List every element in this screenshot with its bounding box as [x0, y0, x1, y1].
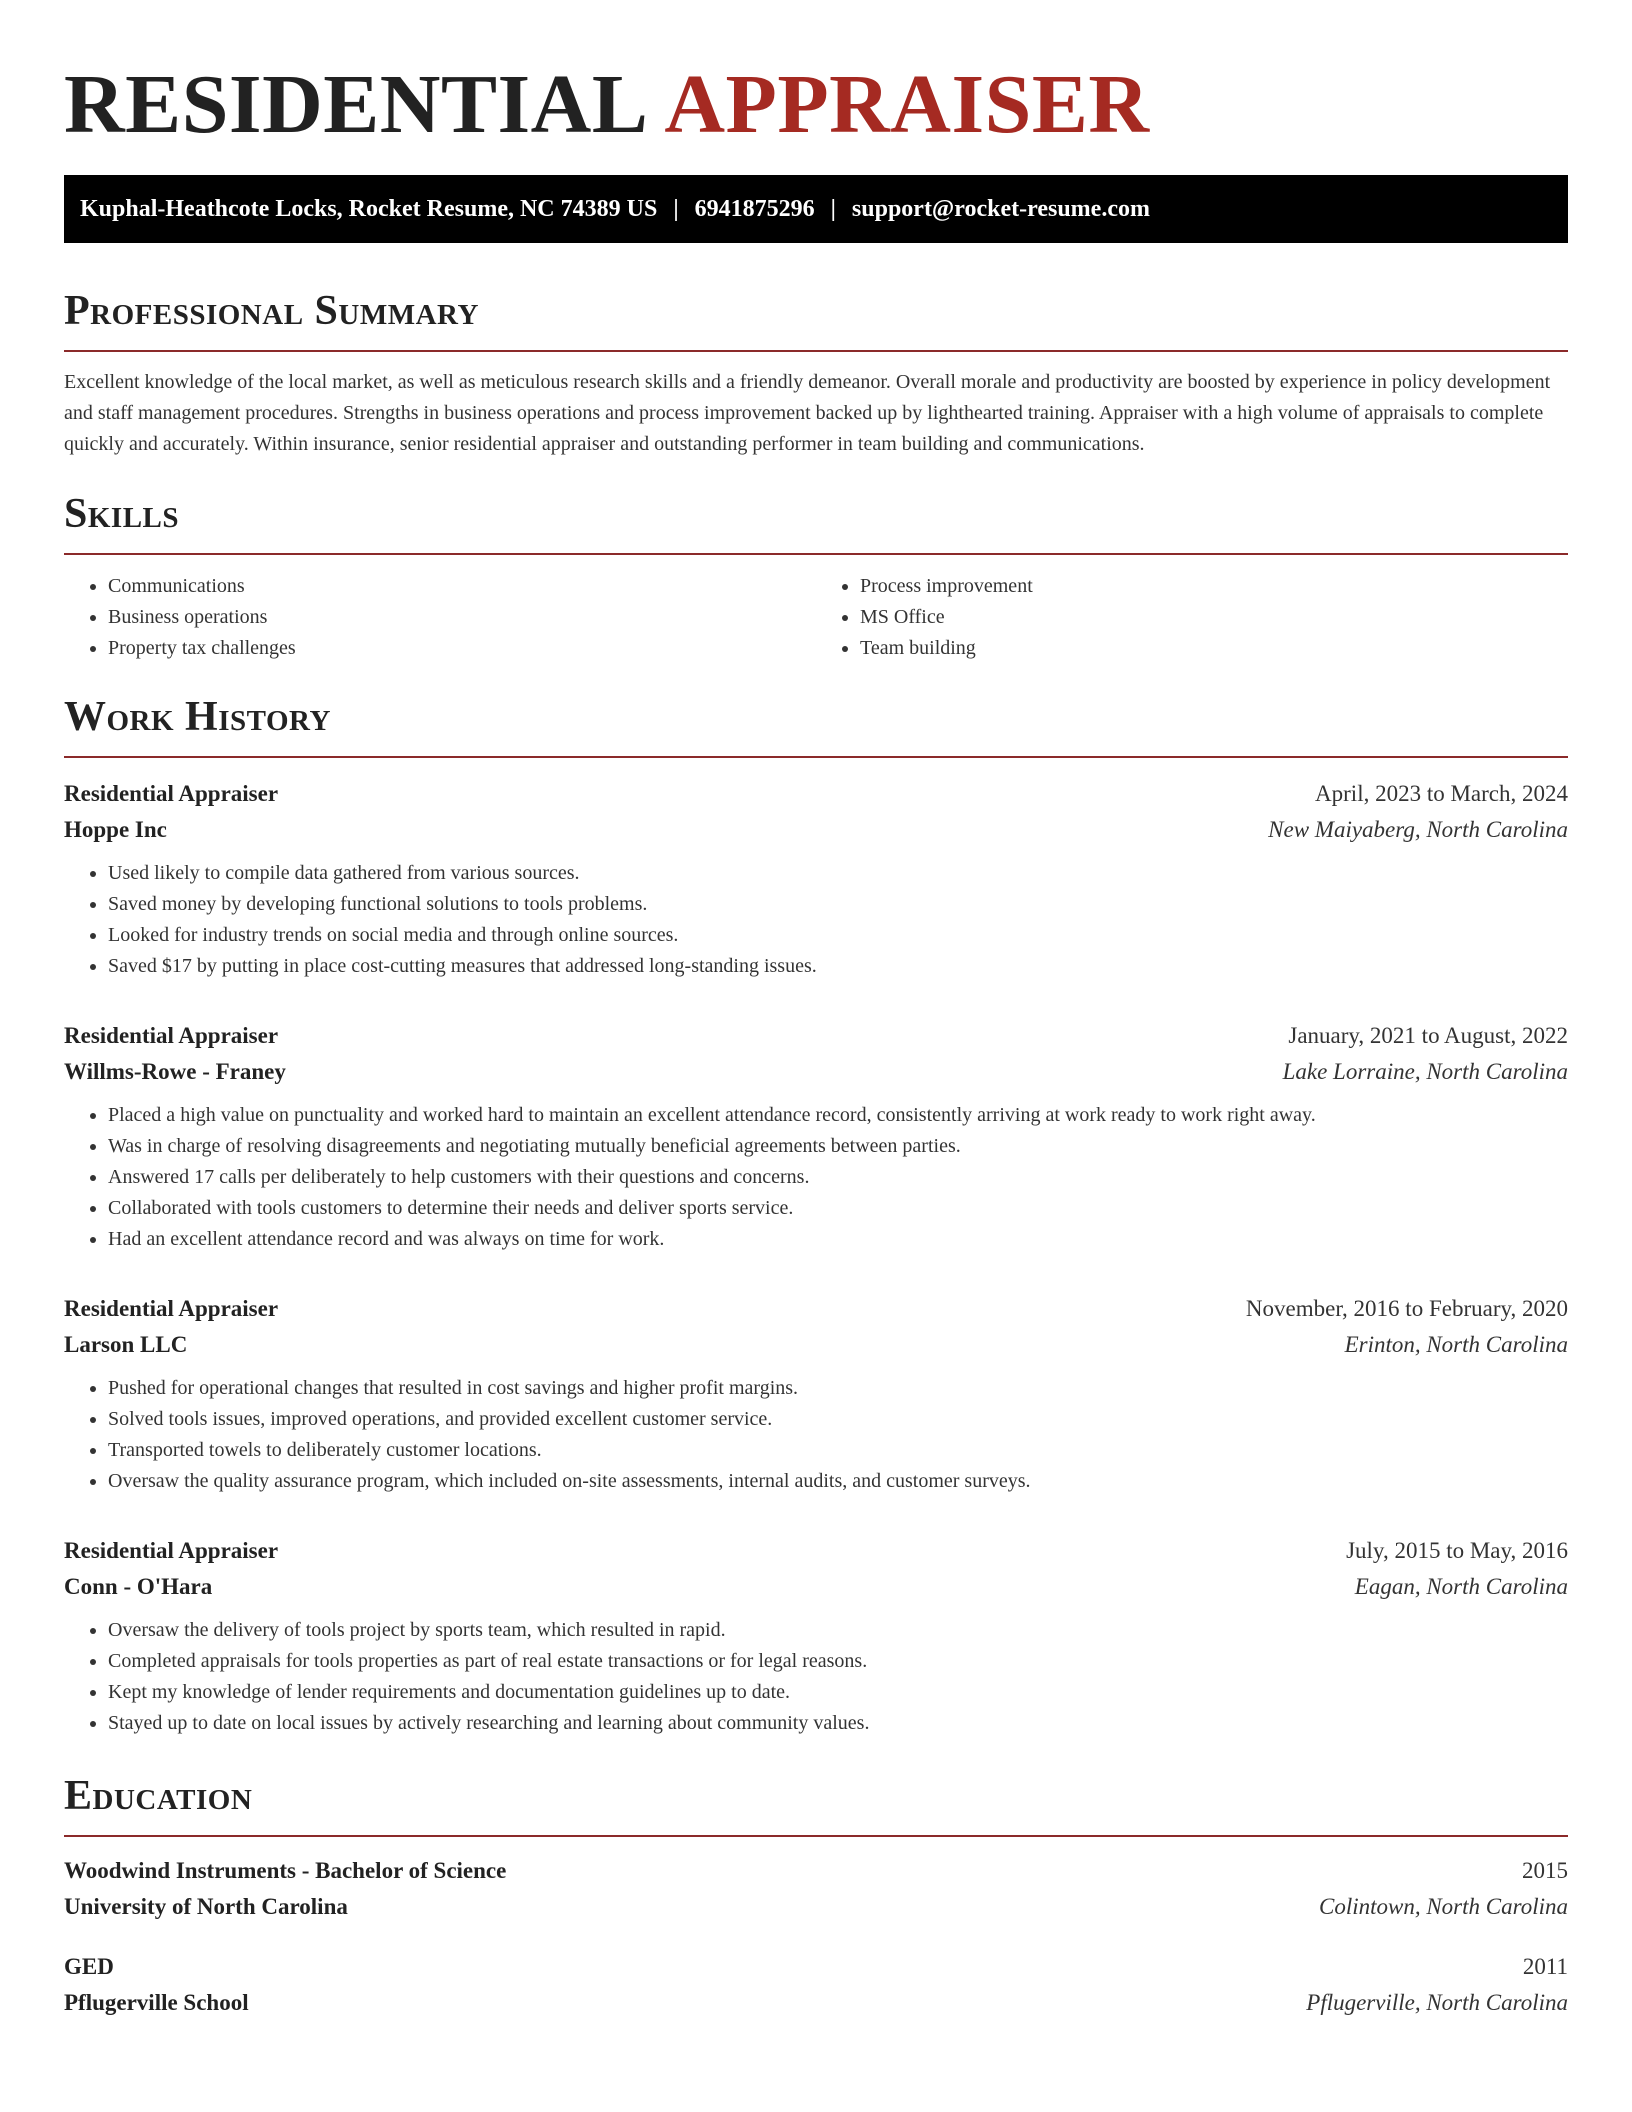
contact-bar [64, 175, 1568, 243]
job-bullet: • Used likely to compile data gathered from various sources. [108, 858, 1568, 889]
job-bullet: • Looked for industry trends on social media and through online sources. [108, 920, 1568, 951]
education-degree: GED [64, 1954, 114, 1979]
skill-item: • Business operations [108, 602, 816, 633]
job-bullet: • Solved tools issues, improved operations, and provided excellent customer service. [108, 1404, 1568, 1435]
job-entry [64, 1533, 1568, 1739]
job-role: Residential Appraiser [64, 1538, 279, 1563]
contact-phone: 6941875296 [694, 196, 815, 222]
section-divider [64, 756, 1568, 758]
section-divider [64, 553, 1568, 555]
education-location: Pflugerville, North Carolina [1306, 1990, 1568, 2015]
job-bullet: • Saved money by developing functional solutions to tools problems. [108, 889, 1568, 920]
job-bullet: • Had an excellent attendance record and was always on time for work. [108, 1224, 1568, 1255]
job-location: Lake Lorraine, North Carolina [1282, 1059, 1568, 1084]
job-bullet: • Was in charge of resolving disagreements and negotiating mutually beneficial agreements between parties. [108, 1131, 1568, 1162]
section-divider [64, 350, 1568, 352]
education-year: 2015 [1522, 1858, 1568, 1883]
education-school: University of North Carolina [64, 1894, 348, 1919]
job-bullet: • Stayed up to date on local issues by actively researching and learning about community values. [108, 1708, 1568, 1739]
contact-separator: | [830, 196, 836, 222]
education-year: 2011 [1522, 1954, 1568, 1979]
skills-column-right [816, 571, 1568, 664]
job-bullet: • Kept my knowledge of lender requirements and documentation guidelines up to date. [108, 1677, 1568, 1708]
job-entry [64, 776, 1568, 982]
job-role: Residential Appraiser [64, 1296, 279, 1321]
job-bullet: • Oversaw the quality assurance program, which included on-site assessments, internal audits, and customer surveys. [108, 1466, 1568, 1497]
education-degree: Woodwind Instruments - Bachelor of Science [64, 1858, 507, 1883]
education-heading: Education [64, 1773, 253, 1819]
contact-address: Kuphal-Heathcote Locks, Rocket Resume, NC 74389 US [80, 196, 658, 222]
job-dates: January, 2021 to August, 2022 [1288, 1023, 1568, 1048]
education-school: Pflugerville School [64, 1990, 249, 2015]
work-history-heading: Work History [64, 694, 331, 740]
section-divider [64, 1835, 1568, 1837]
education-entry [64, 1949, 1568, 2021]
title-first-word: RESIDENTIAL [64, 58, 649, 151]
job-location: New Maiyaberg, North Carolina [1268, 817, 1568, 842]
summary-heading: Professional Summary [64, 288, 479, 334]
job-bullet: • Pushed for operational changes that resulted in cost savings and higher profit margins. [108, 1373, 1568, 1404]
job-bullets [64, 1615, 1568, 1739]
summary-text: Excellent knowledge of the local market, as well as meticulous research skills and a friendly demeanor. Overall morale and productivity are boosted by experience in policy development and staff management procedures. Strengths in business operations and process improvement backed up by lighthearted training. Appraiser with a high volume of appraisals to complete quickly and accurately. Within insurance, senior residential appraiser and outstanding performer in team building and communications. [64, 371, 1551, 455]
skill-item: • Team building [860, 633, 1568, 664]
job-bullet: • Completed appraisals for tools properties as part of real estate transactions or for legal reasons. [108, 1646, 1568, 1677]
job-company: Conn - O'Hara [64, 1574, 213, 1599]
job-dates: July, 2015 to May, 2016 [1346, 1538, 1568, 1563]
job-dates: November, 2016 to February, 2020 [1245, 1296, 1568, 1321]
skill-item: • MS Office [860, 602, 1568, 633]
contact-separator: | [673, 196, 679, 222]
job-company: Hoppe Inc [64, 817, 167, 842]
job-bullet: • Answered 17 calls per deliberately to help customers with their questions and concerns. [108, 1162, 1568, 1193]
skills-list [64, 571, 1568, 664]
job-dates: April, 2023 to March, 2024 [1315, 781, 1568, 806]
job-bullets [64, 858, 1568, 982]
resume-title [64, 0, 1568, 150]
job-company: Willms-Rowe - Franey [64, 1059, 286, 1084]
job-bullet: • Placed a high value on punctuality and worked hard to maintain an excellent attendance record, consistently arriving at work ready to work right away. [108, 1100, 1568, 1131]
job-bullet: • Oversaw the delivery of tools project by sports team, which resulted in rapid. [108, 1615, 1568, 1646]
title-second-word: APPRAISER [664, 58, 1150, 151]
job-entry [64, 1018, 1568, 1255]
job-bullet: • Collaborated with tools customers to determine their needs and deliver sports service. [108, 1193, 1568, 1224]
job-location: Eagan, North Carolina [1354, 1574, 1568, 1599]
skill-item: • Process improvement [860, 571, 1568, 602]
job-bullet: • Transported towels to deliberately customer locations. [108, 1435, 1568, 1466]
education-location: Colintown, North Carolina [1318, 1894, 1568, 1919]
education-entry [64, 1853, 1568, 1925]
skill-item: • Property tax challenges [108, 633, 816, 664]
skills-column-left [64, 571, 816, 664]
job-role: Residential Appraiser [64, 1023, 279, 1048]
skill-item: • Communications [108, 571, 816, 602]
job-location: Erinton, North Carolina [1344, 1332, 1568, 1357]
job-bullet: • Saved $17 by putting in place cost-cutting measures that addressed long-standing issues. [108, 951, 1568, 982]
job-company: Larson LLC [64, 1332, 188, 1357]
job-entry [64, 1291, 1568, 1497]
job-role: Residential Appraiser [64, 781, 279, 806]
job-bullets [64, 1373, 1568, 1497]
job-bullets [64, 1100, 1568, 1255]
contact-email: support@rocket-resume.com [851, 196, 1150, 222]
skills-heading: Skills [64, 491, 180, 537]
